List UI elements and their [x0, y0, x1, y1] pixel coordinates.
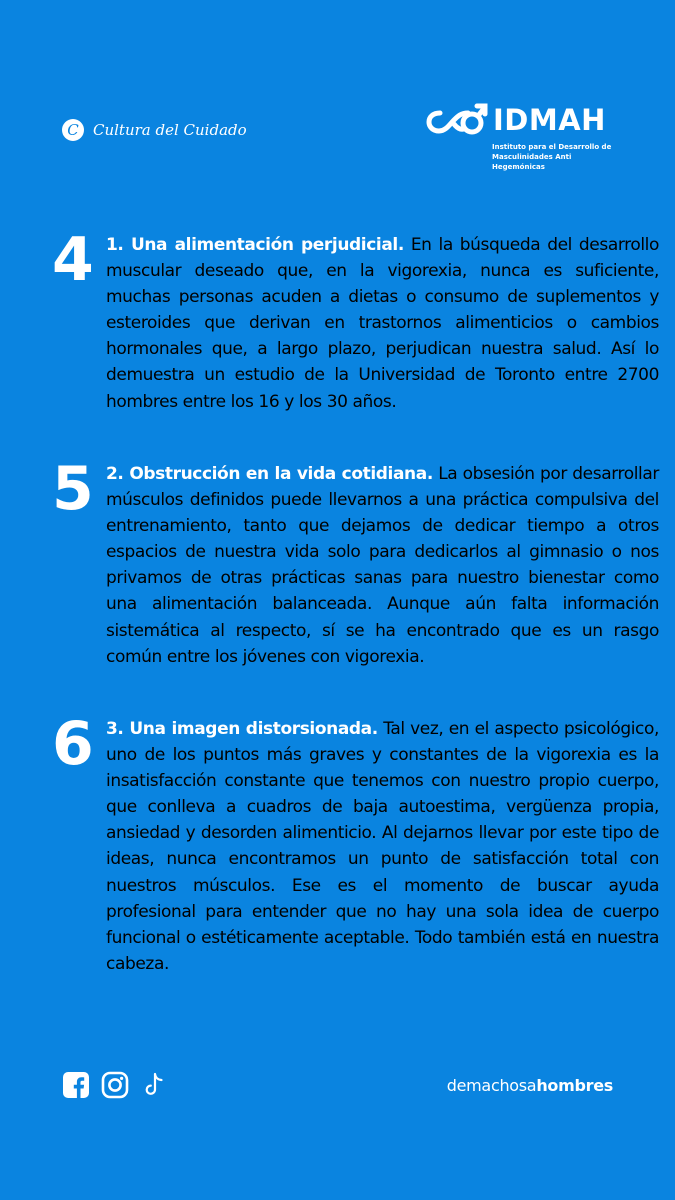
infinity-male-symbol-icon — [426, 100, 488, 140]
tiktok-icon[interactable] — [140, 1071, 168, 1099]
section-text — [106, 232, 659, 415]
section-number: 5 — [52, 454, 92, 524]
brand-header — [62, 119, 247, 141]
logo-wordmark: IDMAH — [493, 103, 606, 137]
section-heading: 2. Obstrucción en la vida cotidiana. — [106, 464, 433, 484]
section-body: La obsesión por desarrollar músculos definidos puede llevarnos a una práctica compulsiva del entrenamiento, tanto que dejamos de dedicar tiempo a otros espacios de nuestra vida solo para dedicarlos al gimnasio o nos privamos de otras prácticas sanas para nuestro bienestar como una alimentación balanceada. Aunque aún falta información sistemática al respecto, sí se ha encontrado que es un rasgo común entre los jóvenes con vigorexia. — [106, 464, 659, 667]
facebook-icon[interactable] — [62, 1071, 90, 1099]
section-text — [106, 461, 659, 670]
logo-subtitle — [492, 142, 614, 172]
handle-light: demachosa — [446, 1076, 537, 1095]
account-handle[interactable] — [447, 1076, 613, 1096]
section-number: 4 — [52, 225, 92, 295]
section-body: Tal vez, en el aspecto psicológico, uno de los puntos más graves y constantes de la vigorexia es la insatisfacción constante que tenemos con nuestro propio cuerpo, que conlleva a cuadros de baja autoestima, vergüenza propia, ansiedad y desorden alimenticio. Al dejarnos llevar por este tipo de ideas, nunca encontramos un punto de satisfacción total con nuestros músculos. Ese es el momento de buscar ayuda profesional para entender que no hay una sola idea de cuerpo funcional o estéticamente aceptable. Todo también está en nuestra cabeza. — [106, 719, 659, 974]
section-heading: 1. Una alimentación perjudicial. — [106, 235, 404, 255]
section-body: En la búsqueda del desarrollo muscular deseado que, en la vigorexia, nunca es suficiente, muchas personas acuden a dietas o consumo de suplementos y esteroides que derivan en trastornos alimenticios o cambios hormonales que, a largo plazo, perjudican nuestra salud. Así lo demuestra un estudio de la Universidad de Toronto entre 2700 hombres entre los 16 y los 30 años. — [106, 235, 659, 412]
section-text — [106, 716, 659, 977]
instagram-icon[interactable] — [101, 1071, 129, 1099]
section-heading: 3. Una imagen distorsionada. — [106, 719, 378, 739]
logo-subtitle-line1: Instituto para el Desarrollo de — [492, 143, 612, 151]
logo-subtitle-line2: Masculinidades Anti Hegemónicas — [492, 153, 572, 171]
idmah-logo — [426, 100, 614, 171]
section-number: 6 — [52, 709, 92, 779]
handle-bold: hombres — [536, 1076, 613, 1095]
brand-name: Cultura del Cuidado — [93, 121, 247, 139]
brand-badge-icon: C — [62, 119, 84, 141]
social-icons — [62, 1071, 168, 1099]
